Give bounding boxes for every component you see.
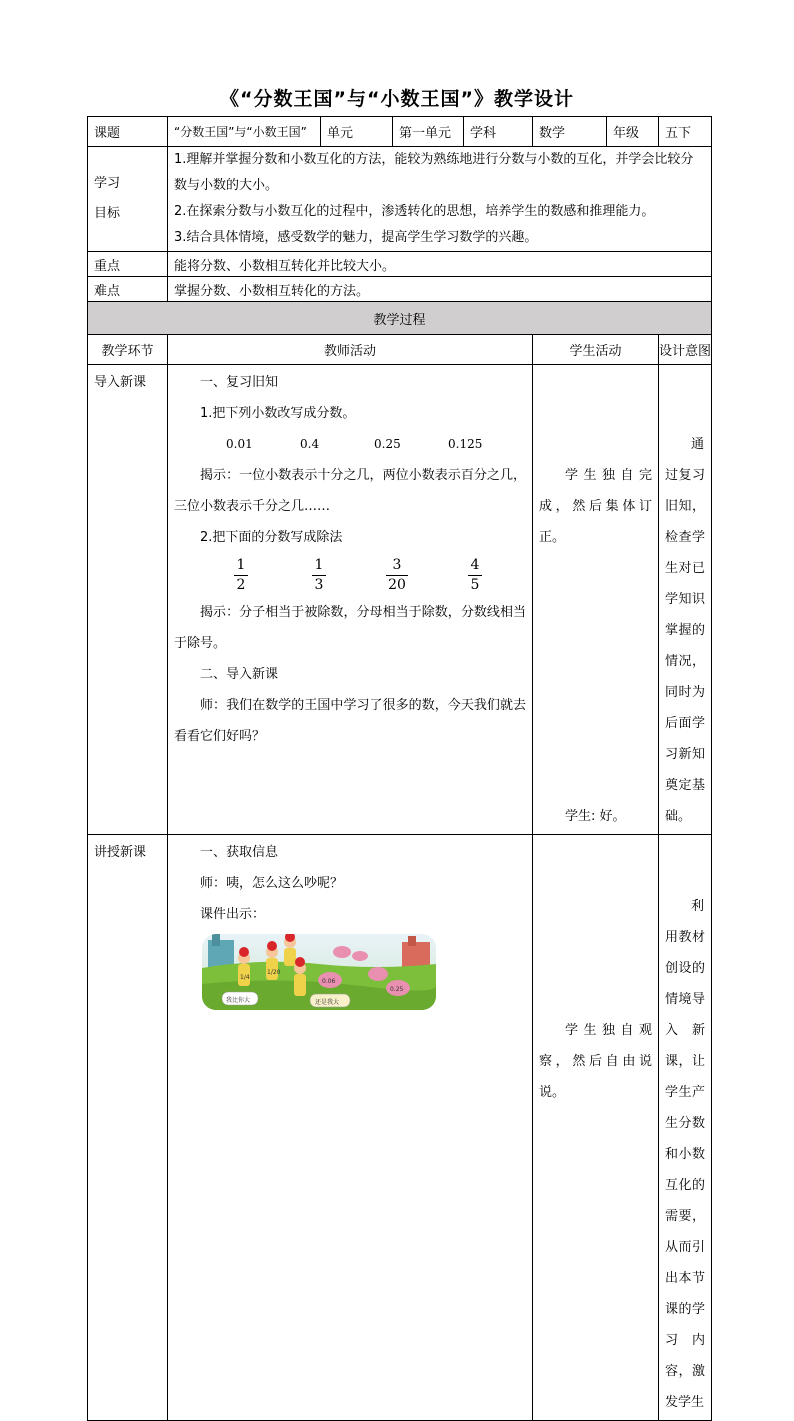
lesson-intent [659,835,712,1421]
lesson-student-activity [533,835,659,1421]
intent-text: 通过复习旧知，检查学生对已学知识掌握的情况，同时为后面学习新知奠定基础。 [665,437,705,824]
new-lesson-title: 二、导入新课 [200,667,279,682]
lesson-teacher-activity [168,835,533,1421]
key-point-text: 能将分数、小数相互转化并比较大小。 [168,252,712,277]
fraction-list [174,553,526,597]
header-intent: 设计意图 [659,335,712,365]
info-row [88,117,712,147]
student-activity-text: 学生独自观察，然后自由说说。 [539,1023,652,1100]
grade-label: 年级 [607,117,659,147]
header-student: 学生活动 [533,335,659,365]
header-teacher: 教师活动 [168,335,533,365]
fraction-item [280,557,358,594]
process-title: 教学过程 [88,302,712,335]
teacher-line: 师：我们在数学的王国中学习了很多的数，今天我们就去看看它们好吗？ [174,698,526,744]
review-title: 一、复习旧知 [200,375,279,390]
topic-value: “分数王国”与“小数王国” [168,117,321,147]
intro-student-activity [533,365,659,835]
intro-teacher-activity [168,365,533,835]
decimal-item: 0.4 [300,437,320,451]
info-title: 一、获取信息 [200,845,279,860]
student-activity-text: 学生独自完成，然后集体订正。 [539,468,652,545]
courseware-label: 课件出示： [200,907,266,922]
intro-stage [88,365,168,835]
kingdom-scene-illustration [202,934,436,1010]
question-1: 1.把下列小数改写成分数。 [200,406,356,421]
objectives-text [168,147,712,252]
reveal-1: 揭示：一位小数表示十分之几，两位小数表示百分之几，三位小数表示千分之几…… [174,468,526,514]
process-header-row [88,335,712,365]
lesson-row [88,835,712,1421]
character-label: 1/20 [267,969,281,976]
decimal-item: 0.25 [374,437,401,451]
reveal-2: 揭示：分子相当于被除数，分母相当于除数，分数线相当于除号。 [174,605,526,651]
intro-stage-label: 导入新课 [94,375,147,390]
objective-item: 3.结合具体情境，感受数学的魅力，提高学生学习数学的兴趣。 [174,230,538,245]
objective-item: 1.理解并掌握分数和小数互化的方法，能较为熟练地进行分数与小数的互化，并学会比较分数与小数的大小。 [174,152,694,193]
character-label: 0.06 [322,978,336,985]
intent-text: 利用教材创设的情境导入新课，让学生产生分数和小数互化的需要，从而引出本节课的学习内容，激发学生 [665,899,705,1410]
fraction-item [436,557,514,594]
denominator: 5 [470,576,480,593]
difficulty-row [88,277,712,302]
fraction-item [202,557,280,594]
unit-value: 第一单元 [393,117,464,147]
lesson-stage-label: 讲授新课 [94,845,147,860]
topic-label: 课题 [88,117,168,147]
header-stage: 教学环节 [88,335,168,365]
numerator: 1 [236,556,246,573]
character-label: 1/4 [240,974,250,981]
process-title-row [88,302,712,335]
question-2: 2.把下面的分数写成除法 [200,530,343,545]
speech-bubble-text: 还是我大 [315,999,340,1006]
lesson-plan-table [87,116,712,1421]
objectives-label [88,147,168,252]
decimal-list [174,429,526,460]
denominator: 20 [388,576,406,593]
student-reply: 学生: 好。 [565,809,626,824]
numerator: 3 [392,556,402,573]
intro-row [88,365,712,835]
difficulty-label: 难点 [88,277,168,302]
intro-intent [659,365,712,835]
objectives-label-1: 学习 [94,176,121,191]
objectives-label-2: 目标 [94,206,121,221]
denominator: 3 [314,576,324,593]
subject-label: 学科 [464,117,533,147]
objective-item: 2.在探索分数与小数互化的过程中，渗透转化的思想，培养学生的数感和推理能力。 [174,204,655,219]
speech-bubble-text: 我比你大 [226,997,251,1004]
fraction-character [294,957,306,996]
lesson-stage [88,835,168,1421]
key-point-label: 重点 [88,252,168,277]
decimal-item: 0.01 [226,437,253,451]
fraction-character [284,934,296,966]
teacher-line: 师：咦，怎么这么吵呢？ [200,876,344,891]
courseware-image [202,934,436,1010]
fraction-item [358,557,436,594]
subject-value: 数学 [533,117,607,147]
grade-value: 五下 [659,117,712,147]
unit-label: 单元 [321,117,393,147]
denominator: 2 [236,576,246,593]
objectives-row [88,147,712,252]
character-label: 0.25 [390,986,404,993]
decimal-item: 0.125 [448,437,483,451]
numerator: 4 [470,556,480,573]
document-title: 《“分数王国”与“小数王国”》教学设计 [220,88,574,110]
key-point-row [88,252,712,277]
difficulty-text: 掌握分数、小数相互转化的方法。 [168,277,712,302]
numerator: 1 [314,556,324,573]
